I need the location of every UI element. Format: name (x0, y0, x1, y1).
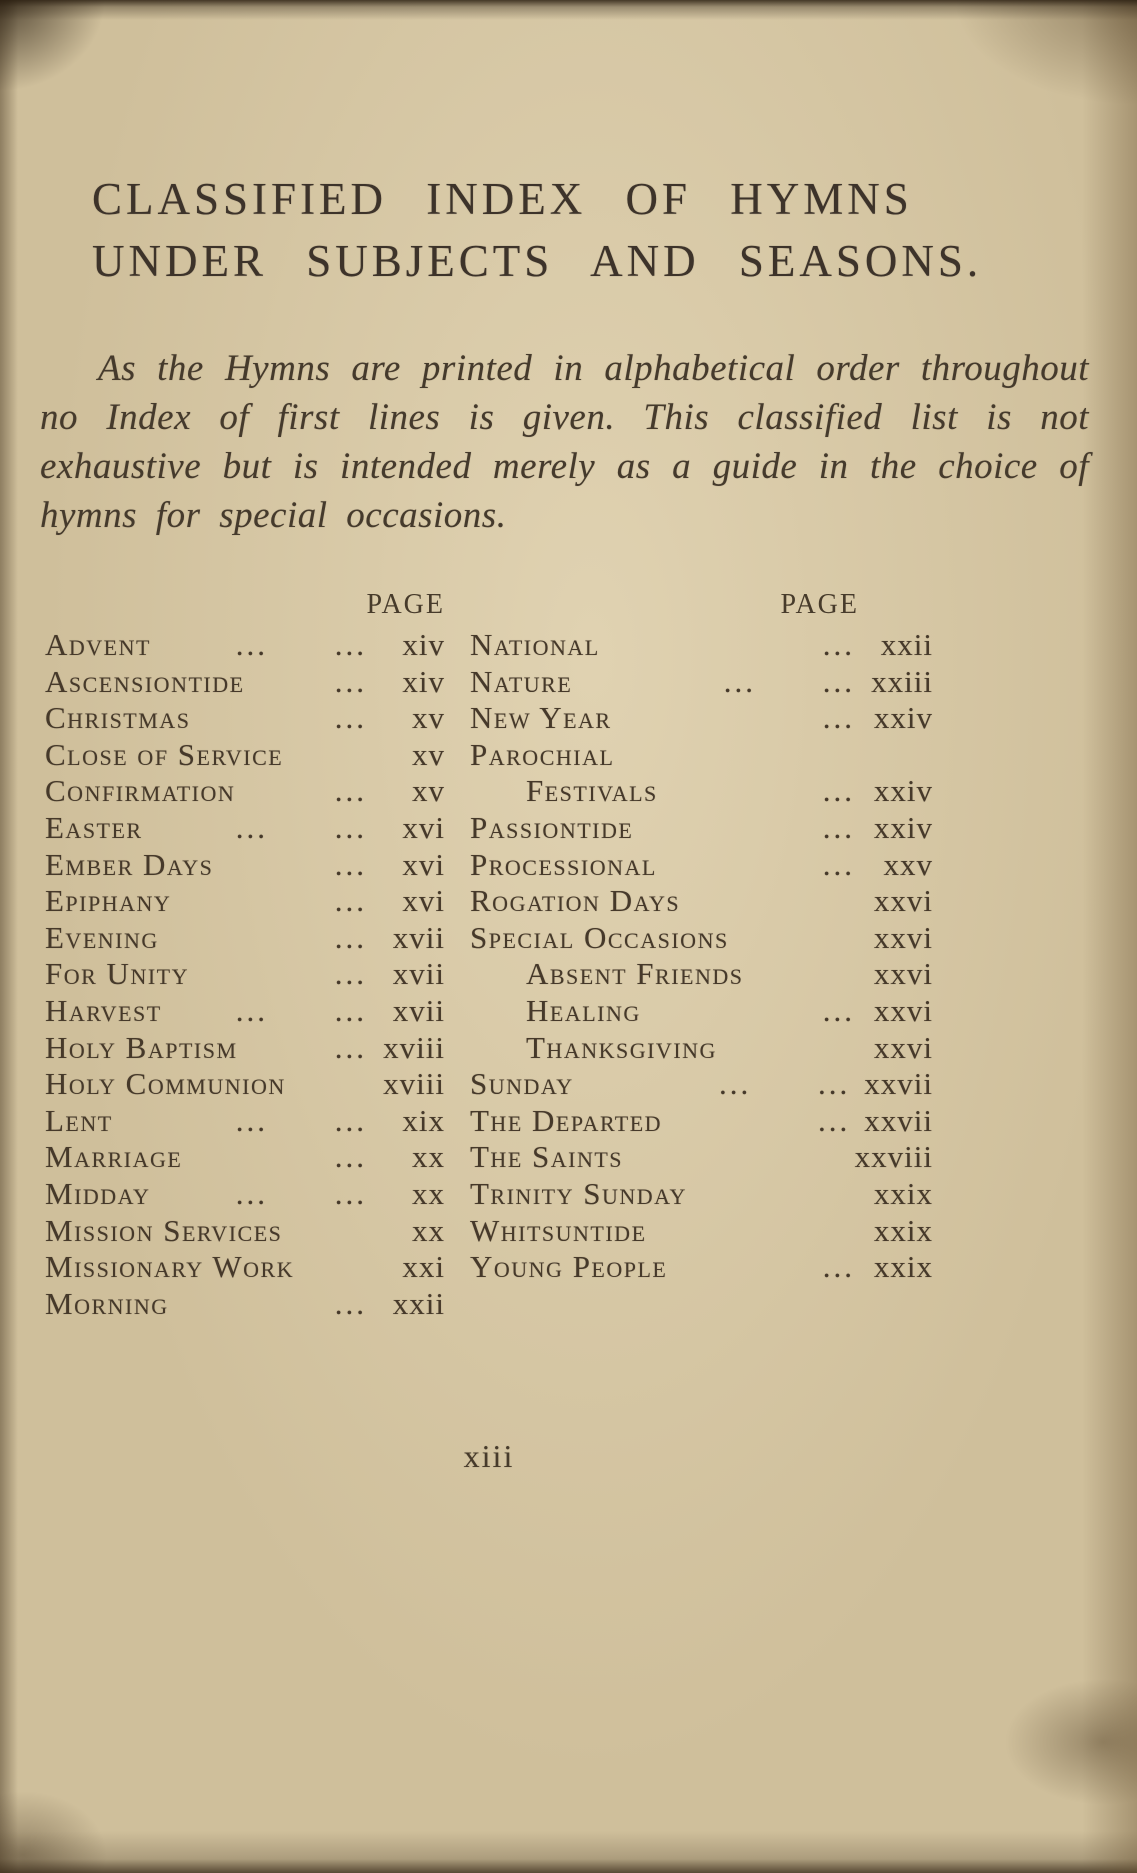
entry-page-number: xvi (402, 809, 445, 845)
entry-page-number: xxv (883, 846, 933, 882)
index-entry (45, 1030, 445, 1067)
index-entry (45, 1249, 445, 1286)
entry-dot-leader: ... ... (235, 627, 367, 662)
index-entry (45, 920, 445, 957)
entry-dot-leader: ... ... (235, 809, 367, 845)
entry-page-number: xvii (392, 919, 445, 955)
entry-dot-leader: ... (334, 1029, 367, 1065)
entry-label: Advent (45, 627, 151, 662)
entry-dot-leader: ... (334, 663, 367, 699)
entry-page-number: xvii (392, 956, 445, 992)
index-entry (470, 1139, 933, 1176)
index-entry (470, 700, 933, 737)
index-entry (470, 664, 933, 701)
entry-label: Passiontide (470, 809, 634, 845)
entry-dot-leader: ... ... (235, 992, 367, 1028)
entry-dot-leader: ... (334, 700, 367, 736)
index-entry (45, 956, 445, 993)
entry-label: Parochial (470, 736, 615, 772)
index-entry (45, 664, 445, 701)
entry-page-number: xix (402, 1102, 445, 1138)
index-entry (470, 1249, 933, 1286)
entry-label: Epiphany (45, 883, 172, 919)
entry-page-number: xx (412, 1139, 445, 1175)
entry-dot-leader: ... (334, 1139, 367, 1175)
entry-label: Nature (470, 663, 573, 699)
index-entry (470, 1213, 933, 1250)
index-entry (470, 737, 933, 774)
index-entry (45, 1103, 445, 1140)
index-entry (45, 993, 445, 1030)
index-entry (470, 1066, 933, 1103)
entry-label: For Unity (45, 956, 189, 992)
page-column-header-right: PAGE (780, 589, 859, 620)
entry-page-number: xxiv (873, 700, 933, 736)
entry-page-number: xvii (392, 992, 445, 1028)
index-entry (470, 956, 933, 993)
entry-page-number: xxix (873, 1249, 933, 1285)
index-right-column (470, 586, 933, 1322)
index-entry (470, 1030, 933, 1067)
index-entry (45, 1213, 445, 1250)
entry-label: Easter (45, 809, 143, 845)
entry-label: Absent Friends (526, 956, 744, 992)
entry-page-number: xxvi (873, 956, 933, 992)
entry-dot-leader: ... (822, 992, 855, 1028)
index-entry (470, 773, 933, 810)
entry-page-number: xv (412, 736, 445, 772)
entry-page-number: xv (412, 773, 445, 809)
entry-label: Whitsuntide (470, 1212, 647, 1248)
entry-page-number: xviii (383, 1029, 445, 1065)
entry-dot-leader: ... (334, 919, 367, 955)
index-entry (45, 883, 445, 920)
index-entry (45, 700, 445, 737)
entry-label: Processional (470, 846, 657, 882)
entry-page-number: xxvi (873, 919, 933, 955)
index-entry (45, 810, 445, 847)
entry-dot-leader: ... (822, 846, 855, 882)
entry-dot-leader: ... (822, 773, 855, 809)
entry-label: Trinity Sunday (470, 1175, 687, 1211)
entry-dot-leader: ... ... (235, 1102, 367, 1138)
title-line-1: CLASSIFIED INDEX OF HYMNS (92, 174, 913, 224)
entry-page-number: xxvii (864, 1102, 933, 1138)
entry-dot-leader: ... (334, 883, 367, 919)
entry-page-number: xiv (402, 627, 445, 662)
entry-label: Sunday (470, 1066, 574, 1102)
entry-page-number: xiv (402, 663, 445, 699)
index-left-column (45, 586, 445, 1322)
entry-dot-leader: ... (822, 809, 855, 845)
entry-label: Thanksgiving (526, 1029, 717, 1065)
index-entry (45, 1139, 445, 1176)
index-entry (45, 627, 445, 664)
index-left-list (45, 627, 445, 1322)
entry-label: Midday (45, 1175, 151, 1211)
entry-page-number: xv (412, 700, 445, 736)
entry-label: Holy Baptism (45, 1029, 238, 1065)
entry-label: Marriage (45, 1139, 183, 1175)
entry-label: Close of Service (45, 736, 284, 772)
index-entry (45, 737, 445, 774)
entry-page-number: xxviii (854, 1139, 933, 1175)
entry-label: Harvest (45, 992, 162, 1028)
entry-page-number: xxvi (873, 883, 933, 919)
index-right-list (470, 627, 933, 1286)
entry-page-number: xxvi (873, 1029, 933, 1065)
entry-label: Ember Days (45, 846, 214, 882)
index-entry (470, 920, 933, 957)
entry-label: Christmas (45, 700, 191, 736)
intro-paragraph: As the Hymns are printed in alphabetical order throughout no Index of first lines is given. This classified list is not exhaustive but is intended merely as a guide in the choice of hymns for special occasions. (40, 348, 1089, 536)
entry-page-number: xxvii (864, 1066, 933, 1102)
entry-label: Confirmation (45, 773, 236, 809)
entry-page-number: xxix (873, 1212, 933, 1248)
entry-dot-leader: ... (334, 773, 367, 809)
folio-page-number: xiii (463, 1438, 515, 1475)
entry-dot-leader: ... (822, 1249, 855, 1285)
entry-label: National (470, 627, 600, 662)
entry-page-number: xxiv (873, 809, 933, 845)
entry-dot-leader: ... ... (723, 663, 855, 699)
entry-dot-leader: ... ... (235, 1175, 367, 1211)
entry-dot-leader: ... (822, 627, 855, 662)
entry-page-number: xxii (880, 627, 933, 662)
entry-page-number: xxiii (871, 663, 933, 699)
entry-dot-leader: ... (334, 956, 367, 992)
entry-dot-leader: ... (818, 1102, 851, 1138)
index-entry (470, 1176, 933, 1213)
entry-label: Rogation Days (470, 883, 681, 919)
index-entry (45, 773, 445, 810)
index-entry (470, 847, 933, 884)
entry-page-number: xx (412, 1212, 445, 1248)
entry-dot-leader: ... (822, 700, 855, 736)
index-entry (45, 847, 445, 884)
entry-page-number: xxiv (873, 773, 933, 809)
index-entry (470, 883, 933, 920)
entry-label: Holy Communion (45, 1066, 286, 1102)
entry-label: Special Occasions (470, 919, 729, 955)
entry-page-number: xxvi (873, 992, 933, 1028)
entry-page-number: xviii (383, 1066, 445, 1102)
index-entry (470, 1103, 933, 1140)
entry-label: Missionary Work (45, 1249, 295, 1285)
entry-page-number: xxix (873, 1175, 933, 1211)
entry-dot-leader: ... (334, 846, 367, 882)
entry-label: The Departed (470, 1102, 663, 1138)
index-entry (45, 1176, 445, 1213)
entry-label: New Year (470, 700, 612, 736)
entry-page-number: xvi (402, 883, 445, 919)
title-line-2: UNDER SUBJECTS AND SEASONS. (92, 236, 983, 286)
entry-page-number: xxii (392, 1285, 445, 1321)
entry-page-number: xvi (402, 846, 445, 882)
entry-page-number: xxi (402, 1249, 445, 1285)
entry-label: Healing (526, 992, 641, 1028)
entry-label: Lent (45, 1102, 113, 1138)
index-columns (45, 586, 933, 1322)
entry-label: Festivals (526, 773, 658, 809)
entry-label: Ascensiontide (45, 663, 245, 699)
index-entry (470, 993, 933, 1030)
entry-label: Morning (45, 1285, 169, 1321)
entry-label: Young People (470, 1249, 668, 1285)
entry-page-number: xx (412, 1175, 445, 1211)
entry-dot-leader: ... (334, 1285, 367, 1321)
entry-dot-leader: ... ... (719, 1066, 851, 1102)
page-column-header-left: PAGE (366, 589, 445, 620)
index-entry (45, 1066, 445, 1103)
index-entry (470, 810, 933, 847)
index-entry (470, 627, 933, 664)
entry-label: Mission Services (45, 1212, 283, 1248)
index-entry (45, 1286, 445, 1323)
entry-label: Evening (45, 919, 159, 955)
page-title (92, 168, 1077, 292)
entry-label: The Saints (470, 1139, 624, 1175)
